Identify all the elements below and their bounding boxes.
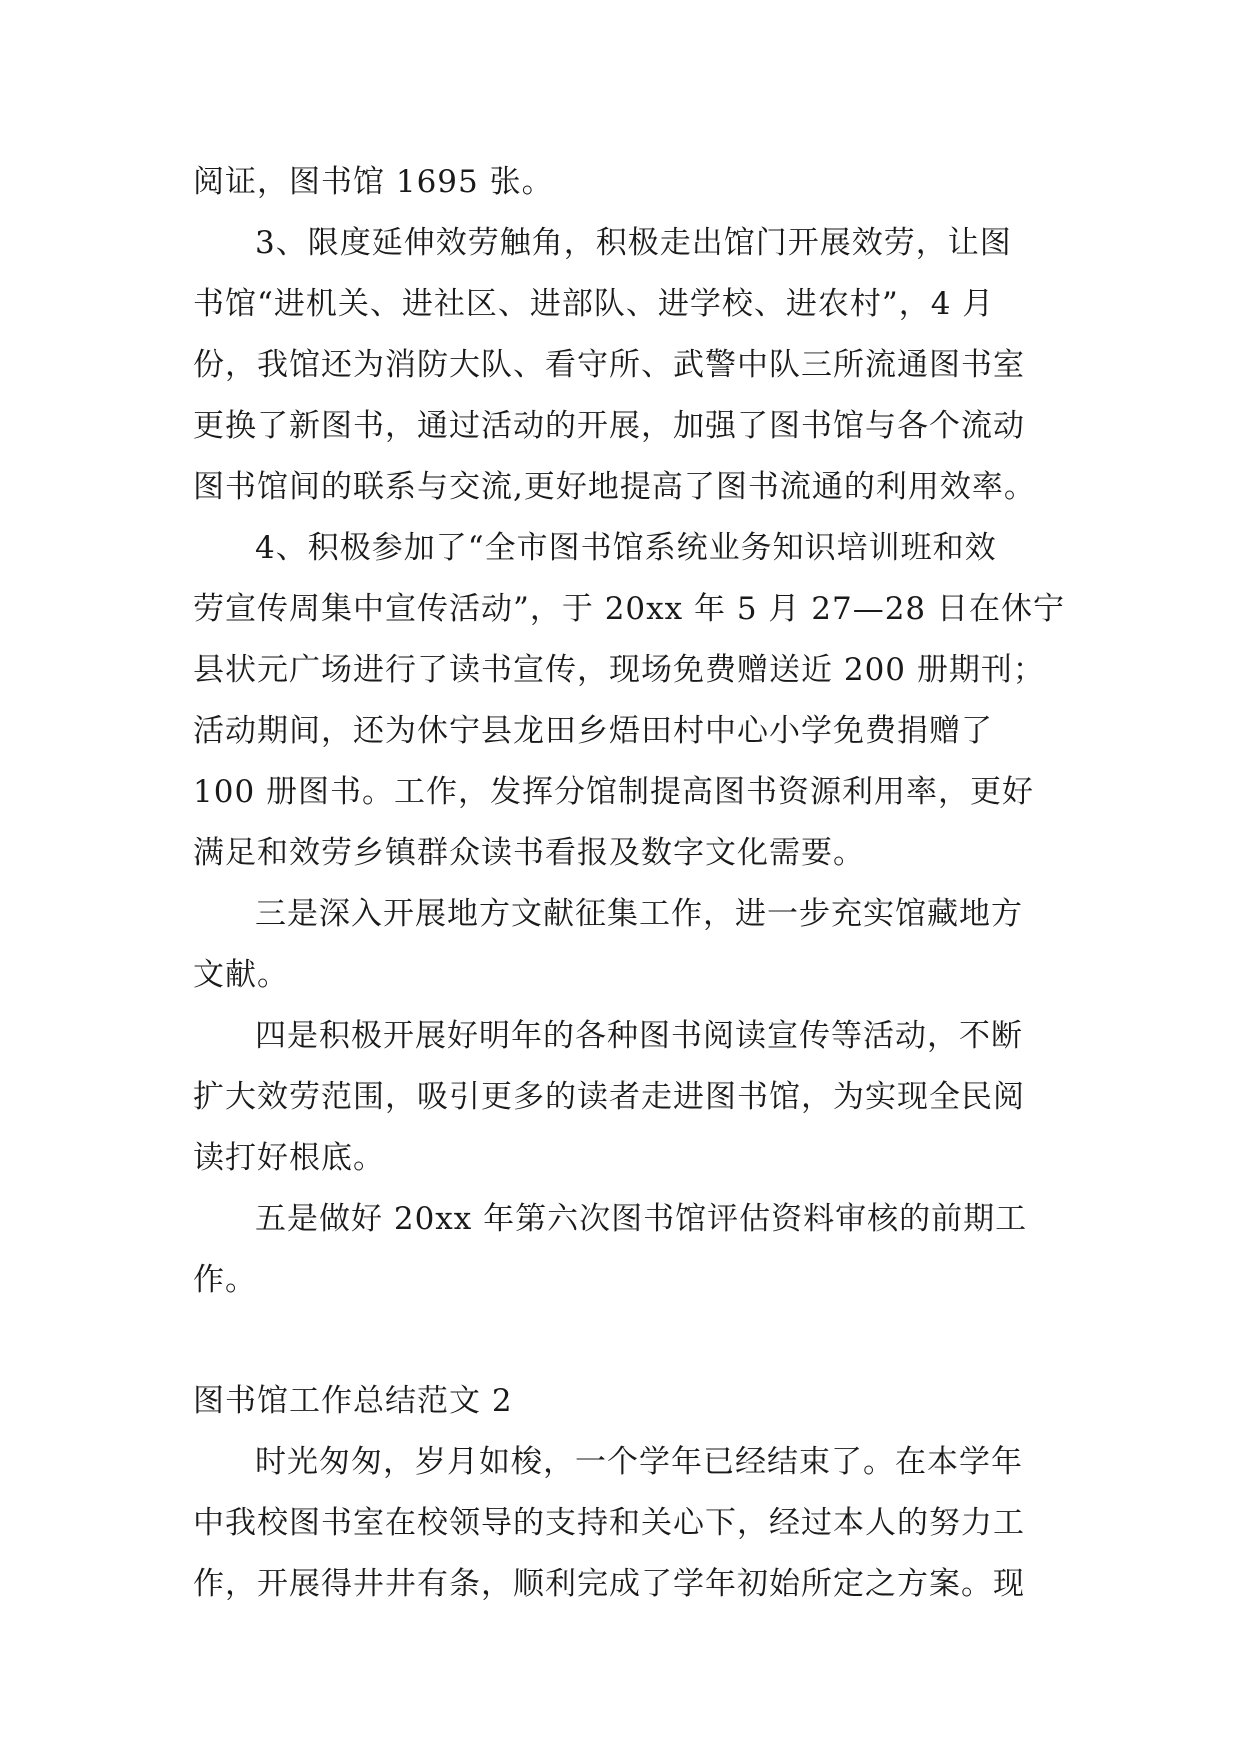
paragraph-line: 作，开展得井井有条，顺利完成了学年初始所定之方案。现 (193, 1566, 1025, 1602)
paragraph-line: 4、积极参加了“全市图书馆系统业务知识培训班和效 (255, 530, 997, 566)
paragraph-line: 活动期间，还为休宁县龙田乡焐田村中心小学免费捐赠了 (193, 713, 993, 749)
paragraph-line: 文献。 (193, 957, 289, 993)
section-gap (193, 1311, 1049, 1371)
paragraph-line: 阅证，图书馆 1695 张。 (193, 164, 554, 200)
section-heading: 图书馆工作总结范文 2 (193, 1383, 513, 1419)
paragraph-line: 书馆“进机关、进社区、进部队、进学校、进农村”，4 月 (193, 286, 995, 322)
paragraph-line: 中我校图书室在校领导的支持和关心下，经过本人的努力工 (193, 1505, 1025, 1541)
paragraph-line: 县状元广场进行了读书宣传，现场免费赠送近 200 册期刊； (193, 652, 1045, 688)
paragraph-line: 时光匆匆，岁月如梭，一个学年已经结束了。在本学年 (255, 1444, 1023, 1480)
paragraph-line: 份，我馆还为消防大队、看守所、武警中队三所流通图书室 (193, 347, 1025, 383)
paragraph-line: 读打好根底。 (193, 1140, 385, 1176)
paragraph-line: 劳宣传周集中宣传活动”，于 20xx 年 5 月 27—28 日在休宁 (193, 591, 1065, 627)
paragraph-line: 三是深入开展地方文献征集工作，进一步充实馆藏地方 (255, 896, 1023, 932)
paragraph-line: 3、限度延伸效劳触角，积极走出馆门开展效劳，让图 (255, 225, 1012, 261)
paragraph-line: 图书馆间的联系与交流,更好地提高了图书流通的利用效率。 (193, 469, 1036, 505)
paragraph-line: 100 册图书。工作，发挥分馆制提高图书资源利用率，更好 (193, 774, 1035, 810)
paragraph-line: 作。 (193, 1262, 257, 1298)
paragraph-line: 四是积极开展好明年的各种图书阅读宣传等活动，不断 (255, 1018, 1023, 1054)
paragraph-line: 更换了新图书，通过活动的开展，加强了图书馆与各个流动 (193, 408, 1025, 444)
paragraph-line: 五是做好 20xx 年第六次图书馆评估资料审核的前期工 (255, 1201, 1028, 1237)
paragraph-line: 满足和效劳乡镇群众读书看报及数字文化需要。 (193, 835, 865, 871)
document-body (193, 152, 1065, 1615)
paragraph-line: 扩大效劳范围，吸引更多的读者走进图书馆，为实现全民阅 (193, 1079, 1025, 1115)
